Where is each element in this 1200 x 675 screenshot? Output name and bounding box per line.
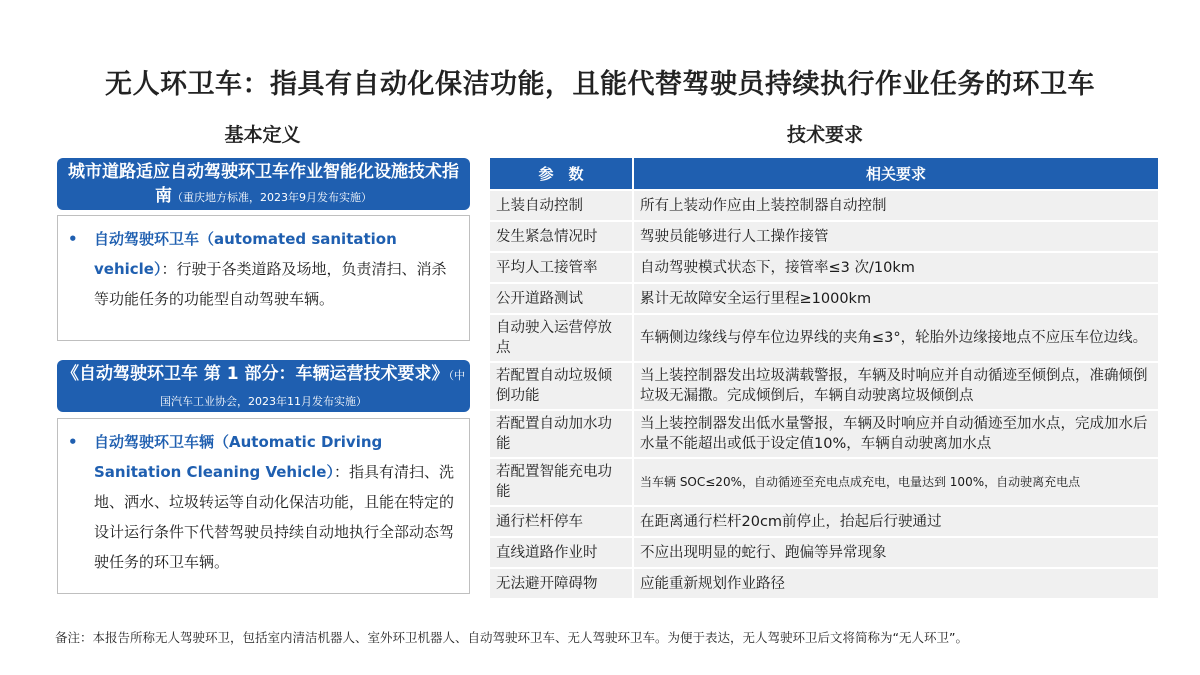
- definition-text: ：指具有清扫、洗地、洒水、垃圾转运等自动化保洁功能，且能在特定的设计运行条件下代替驾驶员持续自动地执行全部动态驾驶任务的环卫车辆。: [94, 463, 455, 571]
- banner-title: 城市道路适应自动驾驶环卫车作业智能化设施技术指南: [68, 162, 459, 206]
- param-cell: 直线道路作业时: [490, 537, 633, 568]
- table-row: [490, 221, 1159, 252]
- page-title: 无人环卫车：指具有自动化保洁功能，且能代替驾驶员持续执行作业任务的环卫车: [105, 69, 1095, 100]
- requirement-cell: 累计无故障安全运行里程≥1000km: [633, 283, 1159, 314]
- param-cell: 若配置自动垃圾倾倒功能: [490, 362, 633, 410]
- param-cell: 通行栏杆停车: [490, 506, 633, 537]
- left-column-heading: 基本定义: [224, 124, 301, 146]
- param-cell: 无法避开障碍物: [490, 568, 633, 598]
- table-row: [490, 283, 1159, 314]
- requirement-cell: 所有上装动作应由上装控制器自动控制: [633, 190, 1159, 221]
- definition-banner-2: [57, 360, 470, 412]
- table-row: [490, 362, 1159, 410]
- requirement-cell: 驾驶员能够进行人工操作接管: [633, 221, 1159, 252]
- param-cell: 若配置自动加水功能: [490, 410, 633, 458]
- table-row: [490, 506, 1159, 537]
- column-header-param: 参 数: [490, 158, 633, 190]
- right-column-heading: 技术要求: [786, 124, 863, 146]
- column-header-requirement: 相关要求: [633, 158, 1159, 190]
- requirement-cell: 当上装控制器发出低水量警报，车辆及时响应并自动循迹至加水点，完成加水后水量不能超出或低于设定值10%，车辆自动驶离加水点: [633, 410, 1159, 458]
- requirement-cell: 不应出现明显的蛇行、跑偏等异常现象: [633, 537, 1159, 568]
- footnote: 备注：本报告所称无人驾驶环卫，包括室内清洁机器人、室外环卫机器人、自动驾驶环卫车、无人驾驶环卫车。为便于表达，无人驾驶环卫后文将简称为“无人环卫”。: [55, 630, 968, 645]
- table-row: [490, 537, 1159, 568]
- table-row: [490, 190, 1159, 221]
- definition-box-1: [57, 215, 470, 341]
- requirement-cell: 应能重新规划作业路径: [633, 568, 1159, 598]
- requirement-cell: 当上装控制器发出垃圾满载警报，车辆及时响应并自动循迹至倾倒点，准确倾倒垃圾无漏撒。完成倾倒后，车辆自动驶离垃圾倾倒点: [633, 362, 1159, 410]
- requirement-cell: 在距离通行栏杆20cm前停止，抬起后行驶通过: [633, 506, 1159, 537]
- table-row: [490, 458, 1159, 506]
- param-cell: 公开道路测试: [490, 283, 633, 314]
- table-row: [490, 410, 1159, 458]
- param-cell: 发生紧急情况时: [490, 221, 633, 252]
- bullet-icon: •: [68, 230, 78, 248]
- banner-source: （中国汽车工业协会，2023年11月发布实施）: [160, 369, 466, 408]
- bullet-icon: •: [68, 433, 78, 451]
- param-cell: 平均人工接管率: [490, 252, 633, 283]
- table-row: [490, 568, 1159, 598]
- requirement-cell: 当车辆 SOC≤20%，自动循迹至充电点成充电，电量达到 100%，自动驶离充电点: [633, 458, 1159, 506]
- table-row: [490, 314, 1159, 362]
- param-cell: 上装自动控制: [490, 190, 633, 221]
- definition-text: ：行驶于各类道路及场地，负责清扫、消杀等功能任务的功能型自动驾驶车辆。: [94, 260, 447, 308]
- requirements-table: [490, 158, 1160, 598]
- definition-term: 自动驾驶环卫车（automated sanitation vehicle）: [94, 230, 397, 278]
- banner-source: （重庆地方标准，2023年9月发布实施）: [172, 191, 372, 204]
- banner-title: 《自动驾驶环卫车 第 1 部分：车辆运营技术要求》: [61, 364, 449, 384]
- param-cell: 自动驶入运营停放点: [490, 314, 633, 362]
- requirement-cell: 车辆侧边缘线与停车位边界线的夹角≤3°，轮胎外边缘接地点不应压车位边线。: [633, 314, 1159, 362]
- table-row: [490, 252, 1159, 283]
- requirement-cell: 自动驾驶模式状态下，接管率≤3 次/10km: [633, 252, 1159, 283]
- definition-term: 自动驾驶环卫车辆（Automatic Driving Sanitation Cleaning Vehicle）: [94, 433, 383, 481]
- definition-banner-1: [57, 158, 470, 210]
- param-cell: 若配置智能充电功能: [490, 458, 633, 506]
- definition-box-2: [57, 418, 470, 594]
